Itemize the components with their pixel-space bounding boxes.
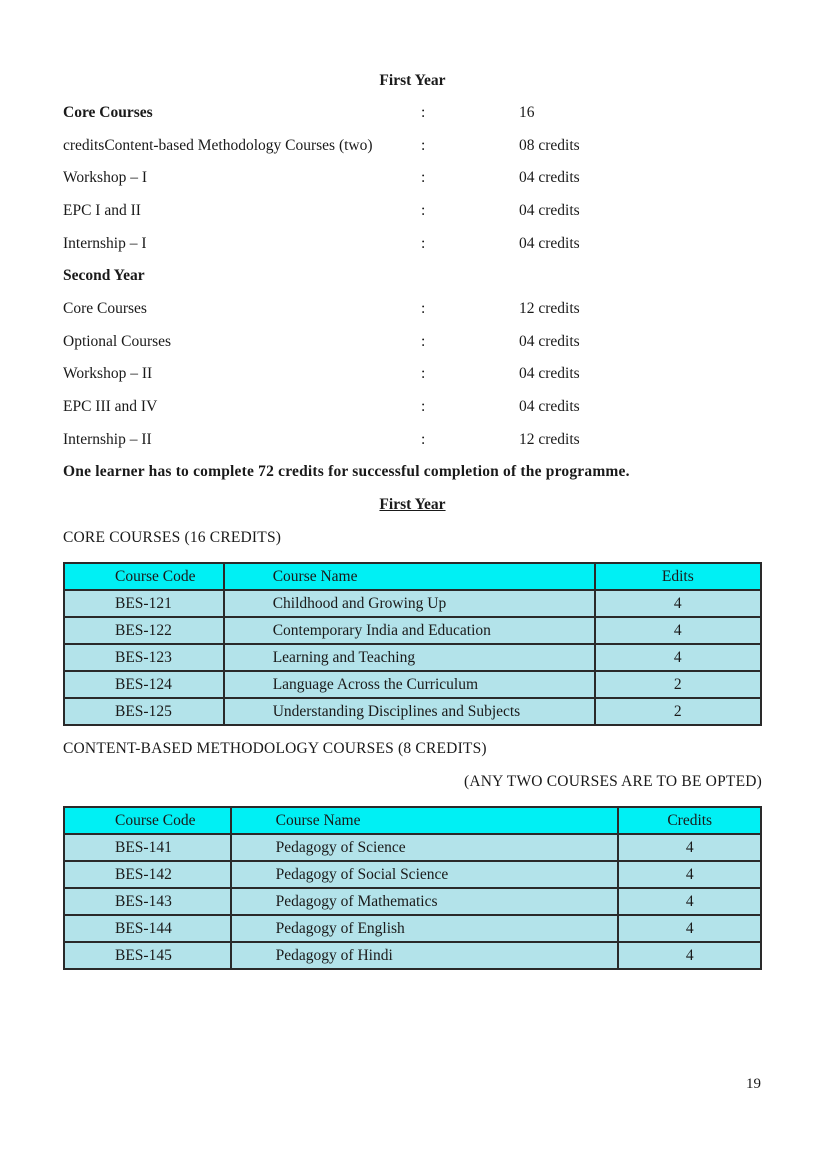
table-row: [64, 834, 761, 861]
summary-label: Core Courses: [63, 300, 147, 317]
summary-value: 08 credits: [519, 137, 580, 154]
methodology-heading: CONTENT-BASED METHODOLOGY COURSES (8 CREDITS): [63, 740, 487, 757]
summary-separator: :: [421, 235, 426, 252]
course-code: BES-144: [64, 915, 231, 942]
summary-label: Core Courses: [63, 104, 153, 121]
summary-separator: :: [421, 104, 426, 121]
course-code: BES-143: [64, 888, 231, 915]
summary-label: Workshop – I: [63, 169, 147, 186]
header-credits: Credits: [618, 807, 761, 834]
summary-separator: :: [421, 398, 426, 415]
course-code: BES-122: [64, 617, 224, 644]
summary-label: Optional Courses: [63, 333, 172, 350]
completion-note: One learner has to complete 72 credits for successful completion of the programme.: [63, 463, 630, 480]
course-credits: 4: [618, 834, 761, 861]
course-name: Childhood and Growing Up: [224, 590, 595, 617]
course-name: Pedagogy of Mathematics: [231, 888, 619, 915]
course-name: Learning and Teaching: [224, 644, 595, 671]
summary-value: 04 credits: [519, 202, 580, 219]
course-code: BES-125: [64, 698, 224, 725]
summary-label: EPC I and II: [63, 202, 141, 219]
summary-separator: :: [421, 431, 426, 448]
course-code: BES-124: [64, 671, 224, 698]
table-row: [64, 915, 761, 942]
course-credits: 4: [618, 888, 761, 915]
table-row: [64, 888, 761, 915]
second-year-title: Second Year: [63, 267, 145, 284]
summary-row: [63, 235, 763, 257]
table-header-row: [64, 563, 761, 590]
core-courses-heading: CORE COURSES (16 CREDITS): [63, 529, 282, 546]
course-code: BES-121: [64, 590, 224, 617]
table-row: [64, 698, 761, 725]
course-credits: 4: [595, 644, 761, 671]
course-name: Pedagogy of Hindi: [231, 942, 619, 969]
summary-label: EPC III and IV: [63, 398, 158, 415]
table-row: [64, 590, 761, 617]
course-credits: 4: [595, 617, 761, 644]
course-credits: 2: [595, 671, 761, 698]
summary-value: 12 credits: [519, 300, 580, 317]
summary-row: [63, 300, 763, 322]
table-row: [64, 671, 761, 698]
summary-value: 04 credits: [519, 365, 580, 382]
table-row: [64, 942, 761, 969]
course-name: Understanding Disciplines and Subjects: [224, 698, 595, 725]
course-code: BES-142: [64, 861, 231, 888]
summary-row: [63, 104, 763, 126]
summary-row: [63, 333, 763, 355]
course-name: Pedagogy of English: [231, 915, 619, 942]
course-credits: 4: [618, 942, 761, 969]
summary-separator: :: [421, 137, 426, 154]
course-code: BES-123: [64, 644, 224, 671]
summary-row: [63, 169, 763, 191]
course-credits: 4: [595, 590, 761, 617]
course-code: BES-141: [64, 834, 231, 861]
table-row: [64, 617, 761, 644]
table-row: [64, 861, 761, 888]
methodology-courses-table: [63, 806, 762, 970]
summary-row: [63, 137, 763, 159]
summary-value: 04 credits: [519, 333, 580, 350]
summary-label: Internship – I: [63, 235, 147, 252]
header-course-name: Course Name: [224, 563, 595, 590]
summary-row: [63, 365, 763, 387]
summary-label: Internship – II: [63, 431, 152, 448]
course-name: Pedagogy of Science: [231, 834, 619, 861]
summary-value: 04 credits: [519, 235, 580, 252]
summary-label: Workshop – II: [63, 365, 153, 382]
summary-row: [63, 431, 763, 453]
header-course-name: Course Name: [231, 807, 619, 834]
summary-value: 04 credits: [519, 169, 580, 186]
summary-value: 12 credits: [519, 431, 580, 448]
page-number: 19: [746, 1076, 761, 1092]
summary-value: 16: [519, 104, 535, 121]
summary-row: [63, 202, 763, 224]
summary-separator: :: [421, 202, 426, 219]
opted-note: (ANY TWO COURSES ARE TO BE OPTED): [464, 773, 762, 790]
table-row: [64, 644, 761, 671]
course-credits: 2: [595, 698, 761, 725]
course-name: Pedagogy of Social Science: [231, 861, 619, 888]
header-credits: Edits: [595, 563, 761, 590]
course-code: BES-145: [64, 942, 231, 969]
summary-value: 04 credits: [519, 398, 580, 415]
header-course-code: Course Code: [64, 563, 224, 590]
header-course-code: Course Code: [64, 807, 231, 834]
course-name: Language Across the Curriculum: [224, 671, 595, 698]
table-header-row: [64, 807, 761, 834]
summary-separator: :: [421, 169, 426, 186]
summary-separator: :: [421, 300, 426, 317]
summary-separator: :: [421, 333, 426, 350]
second-year-heading-row: [63, 267, 763, 289]
summary-separator: :: [421, 365, 426, 382]
summary-label: creditsContent-based Methodology Courses (two): [63, 137, 373, 154]
course-name: Contemporary India and Education: [224, 617, 595, 644]
course-credits: 4: [618, 915, 761, 942]
first-year-title: First Year: [379, 72, 446, 89]
summary-row: [63, 398, 763, 420]
core-courses-table: [63, 562, 762, 726]
course-credits: 4: [618, 861, 761, 888]
first-year-subheading: First Year: [379, 496, 446, 513]
